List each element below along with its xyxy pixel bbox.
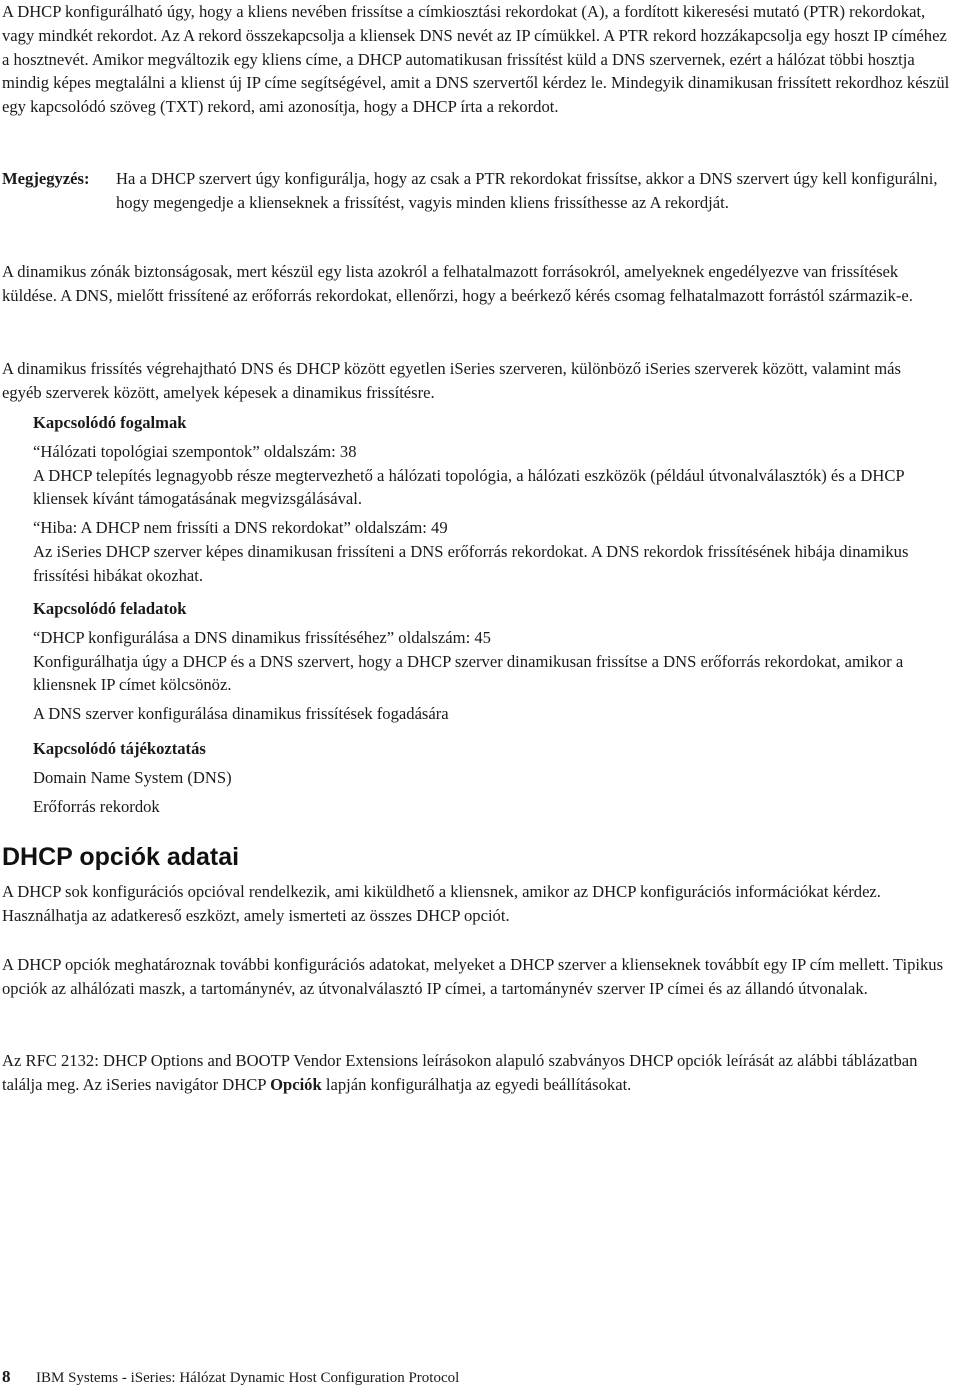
intro-paragraph: A DHCP konfigurálható úgy, hogy a kliens nevében frissítse a címkiosztási rekordokat (A), a fordított kikeresési mutató (PTR) rekordokat, vagy mindkét rekordot. Az A rekord összekapcsolja a kliensek DNS nevét az IP címükkel. A PTR rekord hozzákapcsolja egy hoszt IP címéhez a hosztnevét. Amikor megváltozik egy kliens címe, a DHCP automatikusan frissítést küld a DNS szervernek, ezért a hálózat többi hosztja mindig képes megtalálni a klienst új IP címe segítségével, amit a DNS szervertől kérdez le. Mindegyik dinamikusan frissített rekordhoz készül egy kapcsolódó szöveg (TXT) rekord, ami azonosítja, hogy a DHCP írta a rekordot. <box>2 2 950 117</box>
related-info-link[interactable]: Erőforrás rekordok <box>33 796 160 816</box>
options-intro-paragraph: A DHCP sok konfigurációs opcióval rendelkezik, ami kiküldhető a kliensnek, amikor az DHCP konfigurációs információkat kérdez. Használhatja az adatkereső eszközt, amely ismerteti az összes DHCP opciót. <box>2 882 881 925</box>
related-task-description: Konfigurálhatja úgy a DHCP és a DNS szervert, hogy a DHCP szerver dinamikusan frissítse a DNS erőforrás rekordokat, amikor a kliensnek IP címet kölcsönöz. <box>33 651 904 695</box>
document-page <box>2 0 958 1392</box>
related-concepts <box>33 411 958 588</box>
options-detail-paragraph: A DHCP opciók meghatároznak további konfigurációs adatokat, melyeket a DHCP szerver a klienseknek továbbít egy IP cím mellett. Tipikus opciók az alhálózati maszk, a tartománynév, az útvonalválasztó IP címei, a tartománynév szerver IP címei és az állandó útvonalak. <box>2 955 944 998</box>
section-title: DHCP opciók adatai <box>2 843 240 871</box>
related-concepts-heading: Kapcsolódó fogalmak <box>33 413 187 432</box>
options-tab-name: Opciók <box>270 1074 322 1094</box>
related-concept-link[interactable]: “Hiba: A DHCP nem frissíti a DNS rekordokat” oldalszám: 49 <box>33 518 448 538</box>
related-info-link[interactable]: Domain Name System (DNS) <box>33 767 232 787</box>
note-text: Ha a DHCP szervert úgy konfigurálja, hogy az csak a PTR rekordokat frissítse, akkor a DNS szervert úgy kell konfigurálni, hogy megengedje a klienseknek a frissítést, vagyis minden kliens frissíthesse az A rekordját. <box>116 169 938 212</box>
page-footer <box>2 1366 459 1389</box>
related-information <box>33 737 958 818</box>
related-info-heading: Kapcsolódó tájékoztatás <box>33 739 206 758</box>
note-label: Megjegyzés: <box>2 169 90 188</box>
page-number: 8 <box>2 1367 11 1386</box>
related-tasks <box>33 597 958 726</box>
related-concept-description: A DHCP telepítés legnagyobb része megtervezhető a hálózati topológia, a hálózati eszközök (például útvonalválasztók) és a DHCP kliensek kívánt támogatásának megvizsgálásával. <box>33 465 905 509</box>
related-task-link[interactable]: A DNS szerver konfigurálása dinamikus frissítések fogadására <box>33 704 449 724</box>
rfc-text-after: lapján konfigurálhatja az egyedi beállításokat. <box>321 1074 632 1094</box>
security-paragraph: A dinamikus zónák biztonságosak, mert készül egy lista azokról a felhatalmazott forrásokról, amelyeknek engedélyezve van frissítések küldése. A DNS, mielőtt frissítené az erőforrás rekordokat, ellenőrzi, hogy a beérkező kérés csomag felhatalmazott forrástól származik-e. <box>2 262 913 305</box>
related-tasks-heading: Kapcsolódó feladatok <box>33 599 187 618</box>
footer-title: IBM Systems - iSeries: Hálózat Dynamic Host Configuration Protocol <box>36 1370 460 1386</box>
dynamic-update-paragraph: A dinamikus frissítés végrehajtható DNS és DHCP között egyetlen iSeries szerveren, különböző iSeries szerverek között, valamint más egyéb szerverek között, amelyek képesek a dinamikus frissítésre. <box>2 359 901 402</box>
rfc-text-before: Az RFC 2132: DHCP Options and BOOTP Vendor Extensions leírásokon alapuló szabványos DHCP opciók leírását az alábbi táblázatban találja meg. Az iSeries navigátor DHCP <box>2 1051 918 1094</box>
related-task-link[interactable]: “DHCP konfigurálása a DNS dinamikus frissítéséhez” oldalszám: 45 <box>33 627 491 647</box>
related-concept-description: Az iSeries DHCP szerver képes dinamikusan frissíteni a DNS erőforrás rekordokat. A DNS rekordok frissítésének hibája dinamikus frissítési hibákat okozhat. <box>33 541 909 585</box>
rfc-paragraph <box>2 1049 960 1097</box>
related-concept-link[interactable]: “Hálózati topológiai szempontok” oldalszám: 38 <box>33 441 357 461</box>
